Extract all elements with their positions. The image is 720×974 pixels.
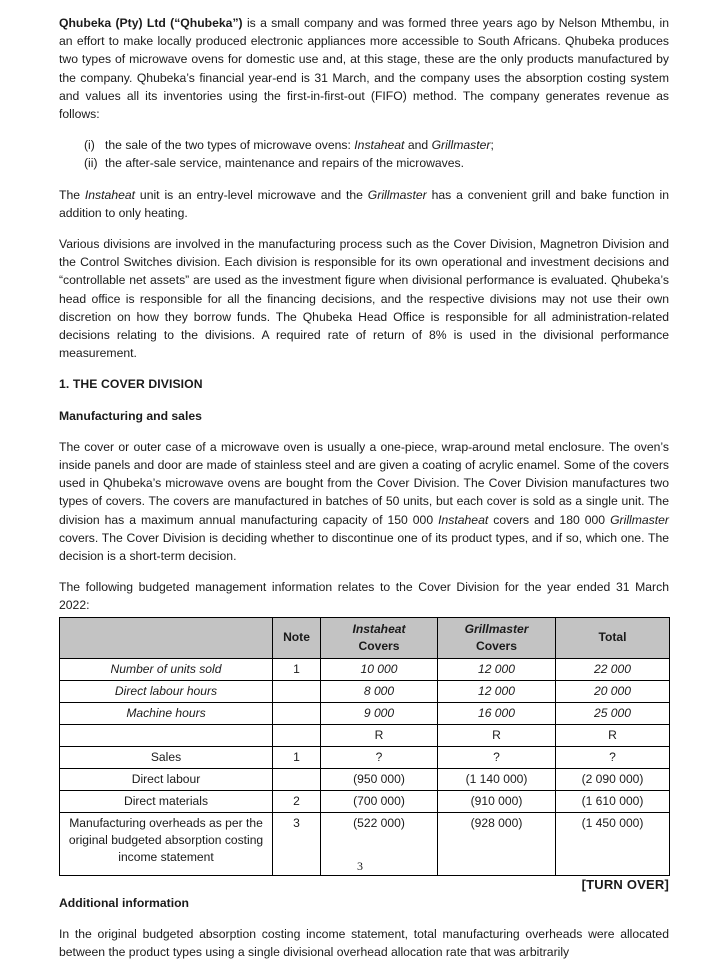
row-label: Direct labour [60, 768, 273, 790]
unit-desc-p1: The [59, 187, 85, 202]
page-number: 3 [357, 859, 363, 873]
table-body [60, 658, 670, 875]
product-name-grillmaster: Grillmaster [610, 512, 669, 527]
row-value-total: 20 000 [556, 680, 670, 702]
table-header-grillmaster [438, 617, 556, 658]
currency-symbol-grillmaster: R [438, 724, 556, 746]
row-label: Sales [60, 746, 273, 768]
revenue-sources-list [59, 136, 669, 172]
table-header-instaheat [321, 617, 438, 658]
row-value-total: ? [556, 746, 670, 768]
row-value-instaheat: ? [321, 746, 438, 768]
row-note [273, 680, 321, 702]
table-header-instaheat-main: Instaheat [352, 621, 406, 636]
row-value-instaheat: 9 000 [321, 702, 438, 724]
row-label: Number of units sold [60, 658, 273, 680]
row-label: Direct labour hours [60, 680, 273, 702]
table-header-total: Total [556, 617, 670, 658]
product-name-instaheat: Instaheat [354, 138, 405, 153]
cover-body-p1: The cover or outer case of a microwave oven is usually a one-piece, wrap-around metal enclosure. The oven’s inside panels and door are made of stainless steel and are given a coating of acrylic enamel. Some of the covers used in Qhubeka’s microwave ovens are bought from the Cover Division. The Cover Division manufactures two types of covers. The covers are manufactured in batches of 50 units, but each cover is sold as a single unit. The division has a maximum annual manufacturing capacity of 150 000 [59, 439, 669, 527]
unit-desc-p3: has a convenient grill and bake function in addition to only heating. [59, 187, 669, 220]
subheading-manufacturing-and-sales: Manufacturing and sales [59, 408, 202, 423]
row-value-grillmaster: (910 000) [438, 790, 556, 812]
row-note: 1 [273, 746, 321, 768]
row-note [273, 768, 321, 790]
table-header-note: Note [273, 617, 321, 658]
budgeted-management-information-table [59, 617, 670, 876]
row-value-grillmaster: 12 000 [438, 680, 556, 702]
table-row [60, 702, 670, 724]
table-header-instaheat-sub: Covers [358, 638, 400, 653]
row-note: 2 [273, 790, 321, 812]
product-name-instaheat: Instaheat [438, 512, 489, 527]
list-item-text-post: ; [490, 138, 494, 153]
row-note: 1 [273, 658, 321, 680]
table-row [60, 746, 670, 768]
table-row [60, 658, 670, 680]
row-value-grillmaster: 16 000 [438, 702, 556, 724]
row-value-total: 22 000 [556, 658, 670, 680]
cover-body-p2: covers and 180 000 [488, 512, 611, 527]
cover-body-p3: covers. The Cover Division is deciding whether to discontinue one of its product types, and if so, which one. The decision is a short-term decision. [59, 530, 669, 564]
product-name-instaheat: Instaheat [84, 187, 136, 202]
table-header-grillmaster-sub: Covers [475, 638, 517, 653]
currency-symbol-instaheat: R [321, 724, 438, 746]
row-label [60, 724, 273, 746]
row-label: Machine hours [60, 702, 273, 724]
row-note: 3 [273, 812, 321, 875]
company-name-bold: Qhubeka (Pty) Ltd (“Qhubeka”) [59, 16, 243, 30]
table-row [60, 790, 670, 812]
unit-desc-p2: unit is an entry-level microwave and the [135, 187, 368, 202]
section-heading-cover-division: 1. THE COVER DIVISION [59, 377, 203, 392]
currency-symbol-total: R [556, 724, 670, 746]
row-value-grillmaster: (928 000) [438, 812, 556, 875]
divisions-paragraph: Various divisions are involved in the manufacturing process such as the Cover Division, Magnetron Division and the Control Switches division. Each division is responsible for its own operational and investment decisions and “controllable net assets” are used as the investment figure when divisional performance is evaluated. Qhubeka’s head office is responsible for all the financing decisions, and the respective divisions may not use their own discretion on how they borrow funds. The Qhubeka Head Office is responsible for all administration-related decisions relating to the divisions. A required rate of return of 8% is used in the divisional performance measurement. [59, 237, 669, 361]
intro-paragraph [59, 14, 669, 123]
table-header-row [60, 617, 670, 658]
product-name-grillmaster: Grillmaster [367, 187, 427, 202]
product-name-grillmaster: Grillmaster [431, 138, 491, 153]
row-value-instaheat: (700 000) [321, 790, 438, 812]
table-row [60, 768, 670, 790]
row-value-grillmaster: ? [438, 746, 556, 768]
list-item-text [105, 136, 669, 154]
row-note [273, 702, 321, 724]
subheading-additional-information: Additional information [59, 895, 189, 910]
turn-over-label: [TURN OVER] [581, 877, 669, 892]
row-value-grillmaster: (1 140 000) [438, 768, 556, 790]
table-row-currency [60, 724, 670, 746]
additional-information-paragraph: In the original budgeted absorption costing income statement, total manufacturing overheads were allocated between the product types using a single divisional overhead allocation rate that was arbitrarily [59, 926, 669, 960]
list-item-text-pre: the sale of the two types of microwave ovens: [105, 138, 355, 153]
list-item [59, 154, 669, 172]
row-value-instaheat: (950 000) [321, 768, 438, 790]
table-header [60, 617, 670, 658]
list-item [59, 136, 669, 154]
table-intro-paragraph: The following budgeted management information relates to the Cover Division for the year ended 31 March 2022: [59, 580, 669, 613]
cover-division-body-paragraph [59, 438, 669, 565]
row-label: Manufacturing overheads as per the original budgeted absorption costing income statement [60, 812, 273, 875]
unit-description-paragraph [59, 186, 669, 222]
intro-paragraph-rest: is a small company and was formed three years ago by Nelson Mthembu, in an effort to make locally produced electronic appliances more accessible to South Africans. Qhubeka produces two types of microwave ovens for domestic use and, at this stage, these are the only products manufactured by the company. Qhubeka’s financial year-end is 31 March, and the company uses the absorption costing system and values all its inventories using the first-in-first-out (FIFO) method. The company generates revenue as follows: [59, 16, 670, 122]
row-value-instaheat: 10 000 [321, 658, 438, 680]
row-label: Direct materials [60, 790, 273, 812]
list-item-text-mid: and [404, 138, 432, 153]
table-header-grillmaster-main: Grillmaster [464, 621, 529, 636]
list-marker: (ii) [84, 156, 98, 171]
list-marker: (i) [84, 138, 95, 153]
row-value-instaheat: 8 000 [321, 680, 438, 702]
row-value-total: (1 450 000) [556, 812, 670, 875]
row-note [273, 724, 321, 746]
row-value-grillmaster: 12 000 [438, 658, 556, 680]
list-item-text: the after-sale service, maintenance and repairs of the microwaves. [105, 156, 465, 171]
row-value-total: (1 610 000) [556, 790, 670, 812]
row-value-total: 25 000 [556, 702, 670, 724]
row-value-instaheat: (522 000) [321, 812, 438, 875]
table-header-blank [60, 617, 273, 658]
row-value-total: (2 090 000) [556, 768, 670, 790]
page-content [59, 14, 669, 974]
table-row [60, 680, 670, 702]
